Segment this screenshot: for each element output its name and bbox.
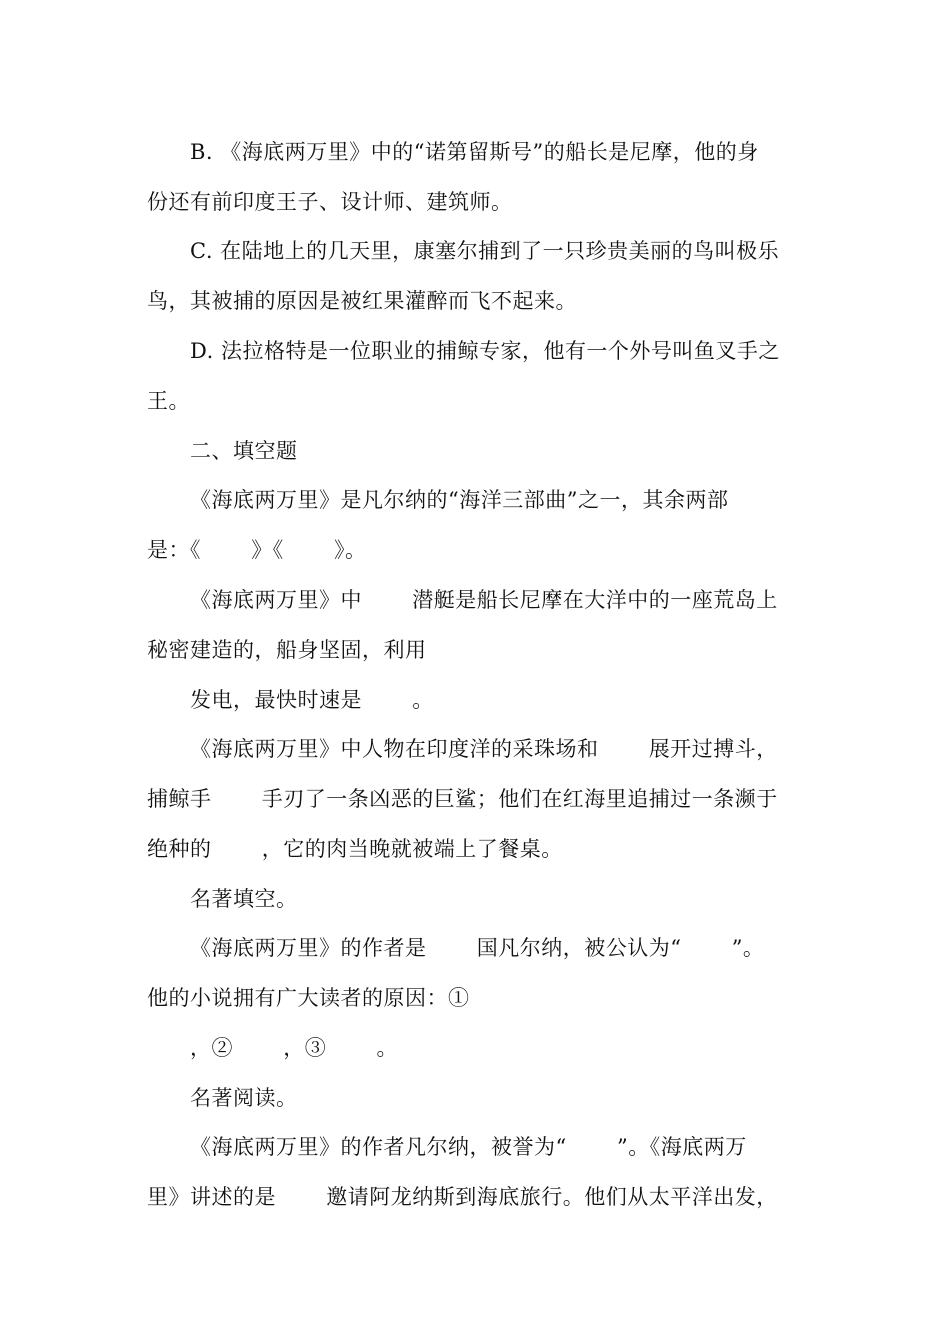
question-4-line-2: 他的小说拥有广大读者的原因：① [147, 986, 470, 1010]
question-4-line-1: 《海底两万里》的作者是 国凡尔纳，被公认为“ ”。 [190, 936, 765, 960]
question-2-line-1: 《海底两万里》中 潜艇是船长尼摩在大洋中的一座荒岛上 [190, 588, 778, 612]
option-d-line-2: 王。 [147, 389, 190, 413]
question-3-line-3: 绝种的 ，它的肉当晚就被端上了餐桌。 [147, 837, 563, 861]
question-1-line-2: 是：《 》《 》。 [147, 538, 367, 562]
option-b-line-2: 份还有前印度王子、设计师、建筑师。 [147, 190, 513, 214]
option-b-line-1: B. 《海底两万里》中的“诺第留斯号”的船长是尼摩，他的身 [190, 140, 759, 164]
question-3-line-2: 捕鲸手 手刃了一条凶恶的巨鲨；他们在红海里追捕过一条濒于 [147, 787, 778, 811]
question-4-line-3: ，② ，③ 。 [190, 1036, 398, 1060]
question-5-line-2: 里》讲述的是 邀请阿龙纳斯到海底旅行。他们从太平洋出发， [147, 1185, 778, 1209]
question-1-line-1: 《海底两万里》是凡尔纳的“海洋三部曲”之一，其余两部 [190, 488, 729, 512]
question-5-line-1: 《海底两万里》的作者凡尔纳，被誉为“ ”。《海底两万 [190, 1135, 747, 1159]
question-2-line-3: 发电，最快时速是 。 [190, 688, 434, 712]
option-d-line-1: D. 法拉格特是一位职业的捕鲸专家，他有一个外号叫鱼叉手之 [190, 339, 780, 363]
question-2-line-2: 秘密建造的，船身坚固，利用 [147, 638, 427, 662]
option-c-line-2: 鸟，其被捕的原因是被红果灌醉而飞不起来。 [147, 289, 577, 313]
option-c-line-1: C. 在陆地上的几天里，康塞尔捕到了一只珍贵美丽的鸟叫极乐 [190, 239, 780, 263]
section-heading-masterpiece-reading: 名著阅读。 [190, 1086, 298, 1110]
section-heading-fill-blank: 二、填空题 [190, 439, 298, 463]
question-3-line-1: 《海底两万里》中人物在印度洋的采珠场和 展开过搏斗， [190, 737, 778, 761]
section-heading-masterpiece-fill: 名著填空。 [190, 887, 298, 911]
